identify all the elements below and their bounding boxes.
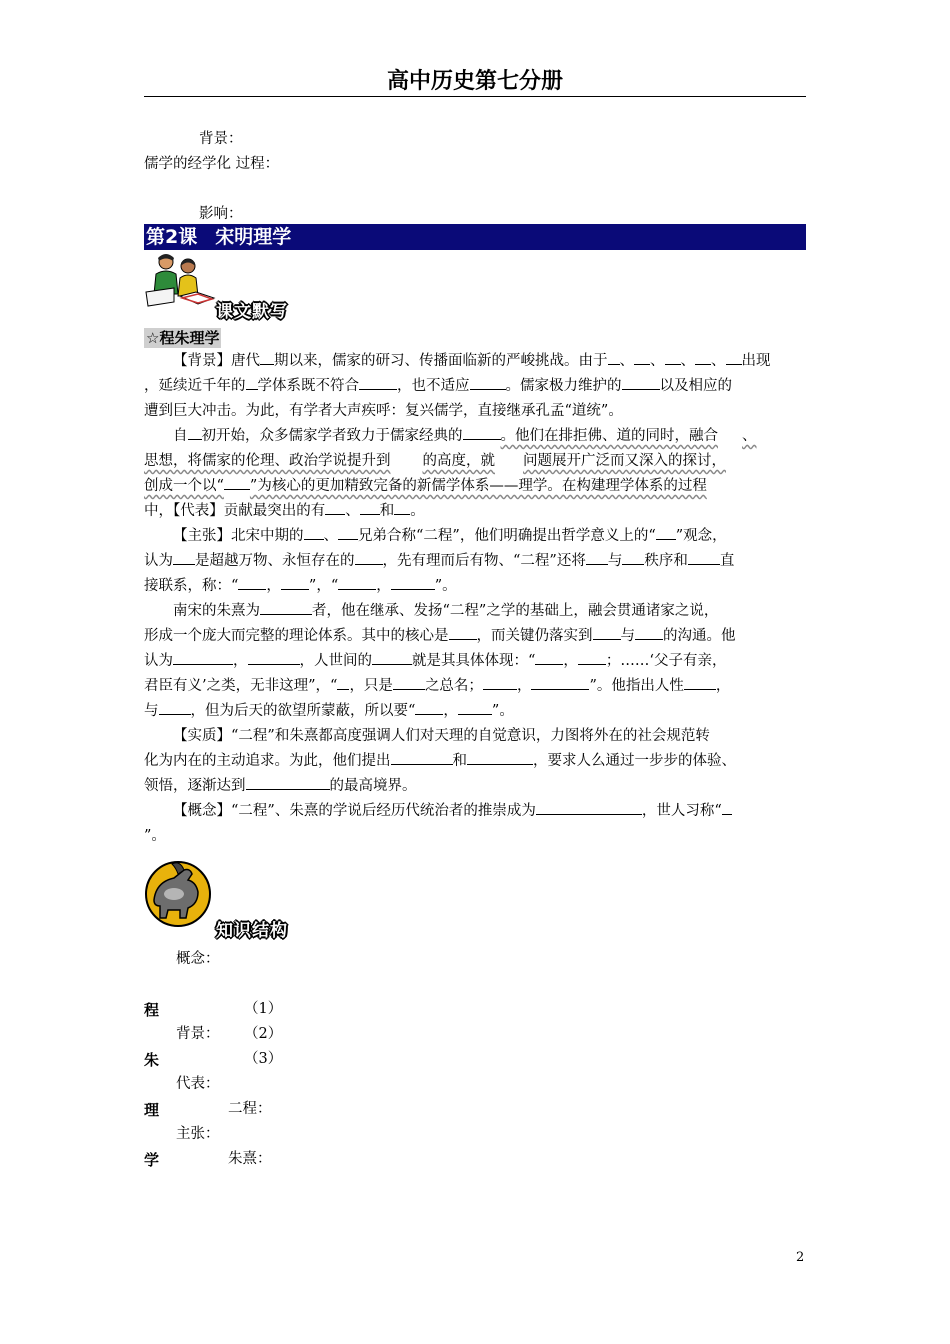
document-title: 高中历史第七分册 — [386, 69, 563, 94]
paragraph-claims: 【主张】北宋中期的 、 兄弟合称“二程”，他们明确提出哲学意义上的“ ”观念， 认为 是超越万物、永恒存在的 ，先有理而后有物、“二程”还将 与 秩序和 直 接联系，称：“ ， ”，“ ， ”。 — [144, 524, 808, 599]
structure-er-cheng: 二程： — [228, 1101, 272, 1117]
students-reading-icon — [144, 252, 216, 308]
structure-representative: 代表： — [176, 1076, 220, 1092]
vertical-char-2: 朱 — [144, 1051, 160, 1069]
paragraph-concept: 【概念】“二程”、朱熹的学说后经历代统治者的推崇成为 ，世人习称“ ”。 — [144, 799, 808, 849]
background-item-2: （2） — [244, 1026, 283, 1042]
lesson-number: 第2课 — [146, 226, 198, 248]
outline-process: 儒学的经学化 过程： — [144, 156, 280, 172]
structure-background: 背景： — [176, 1026, 220, 1042]
background-item-3: （3） — [244, 1051, 283, 1067]
outline-background: 背景： — [199, 131, 243, 147]
lesson-heading — [144, 224, 806, 250]
structure-concept: 概念： — [176, 951, 220, 967]
lesson-title: 宋明理学 — [215, 226, 292, 248]
vertical-char-1: 程 — [144, 1001, 160, 1019]
vertical-char-3: 理 — [144, 1101, 160, 1119]
paragraph-development: 自 初开始，众多儒家学者致力于儒家经典的 。他们在排拒佛、道的同时，融合 、 思想，将儒家的伦理、政治学说提升到 的高度，就 问题展开广泛而又深入的探讨， 创成一个以“ ”为核心的更加精致完备的新儒学体系——理学。在构建理学体系的过程 中，【代表】贡献最突出的有 、 和 。 — [144, 424, 808, 524]
page-number: 2 — [796, 1250, 805, 1265]
background-item-1: （1） — [244, 1001, 283, 1017]
paragraph-essence: 【实质】“二程”和朱熹都高度强调人们对天理的自觉意识，力图将外在的社会规范转 化为内在的主动追求。为此，他们提出 和 ，要求人么通过一步步的体验、 领悟，逐渐达到 的最高境界。 — [144, 728, 736, 794]
outline-impact: 影响： — [199, 206, 243, 222]
vertical-char-4: 学 — [144, 1151, 160, 1169]
structure-zhu-xi: 朱熹： — [228, 1151, 272, 1167]
paragraph-zhuxi: 南宋的朱熹为 者，他在继承、发扬“二程”之学的基础上，融会贯通诸家之说， 形成一个庞大而完整的理论体系。其中的核心是 ，而关键仍落实到 与 的沟通。他 认为 ， ，人世间的 就是其具体体现：“ ， ；……‘父子有亲， 君臣有义’之类，无非这理”，“ ，只是 之总名； ， ”。他指出人性 ， 与 ，但为后天的欲望所蒙蔽，所以要“ ， ”。 — [144, 599, 808, 724]
header-rule — [144, 96, 806, 97]
horse-emblem-icon — [144, 856, 216, 928]
structure-claim: 主张： — [176, 1126, 220, 1142]
recite-badge: 课文默写 — [216, 302, 288, 322]
section-title: ☆程朱理学 — [146, 329, 220, 347]
structure-badge: 知识结构 — [216, 921, 288, 941]
paragraph-background: 【背景】唐代 期以来，儒家的研习、传播面临新的严峻挑战。由于 、 、 、 、 出现 ，延续近千年的 学体系既不符合 ，也不适应 。儒家极力维护的 以及相应的 遭到巨大冲击。为此，有学者大声疾呼：复兴儒学，直接继承孔孟“道统”。 — [144, 349, 808, 424]
